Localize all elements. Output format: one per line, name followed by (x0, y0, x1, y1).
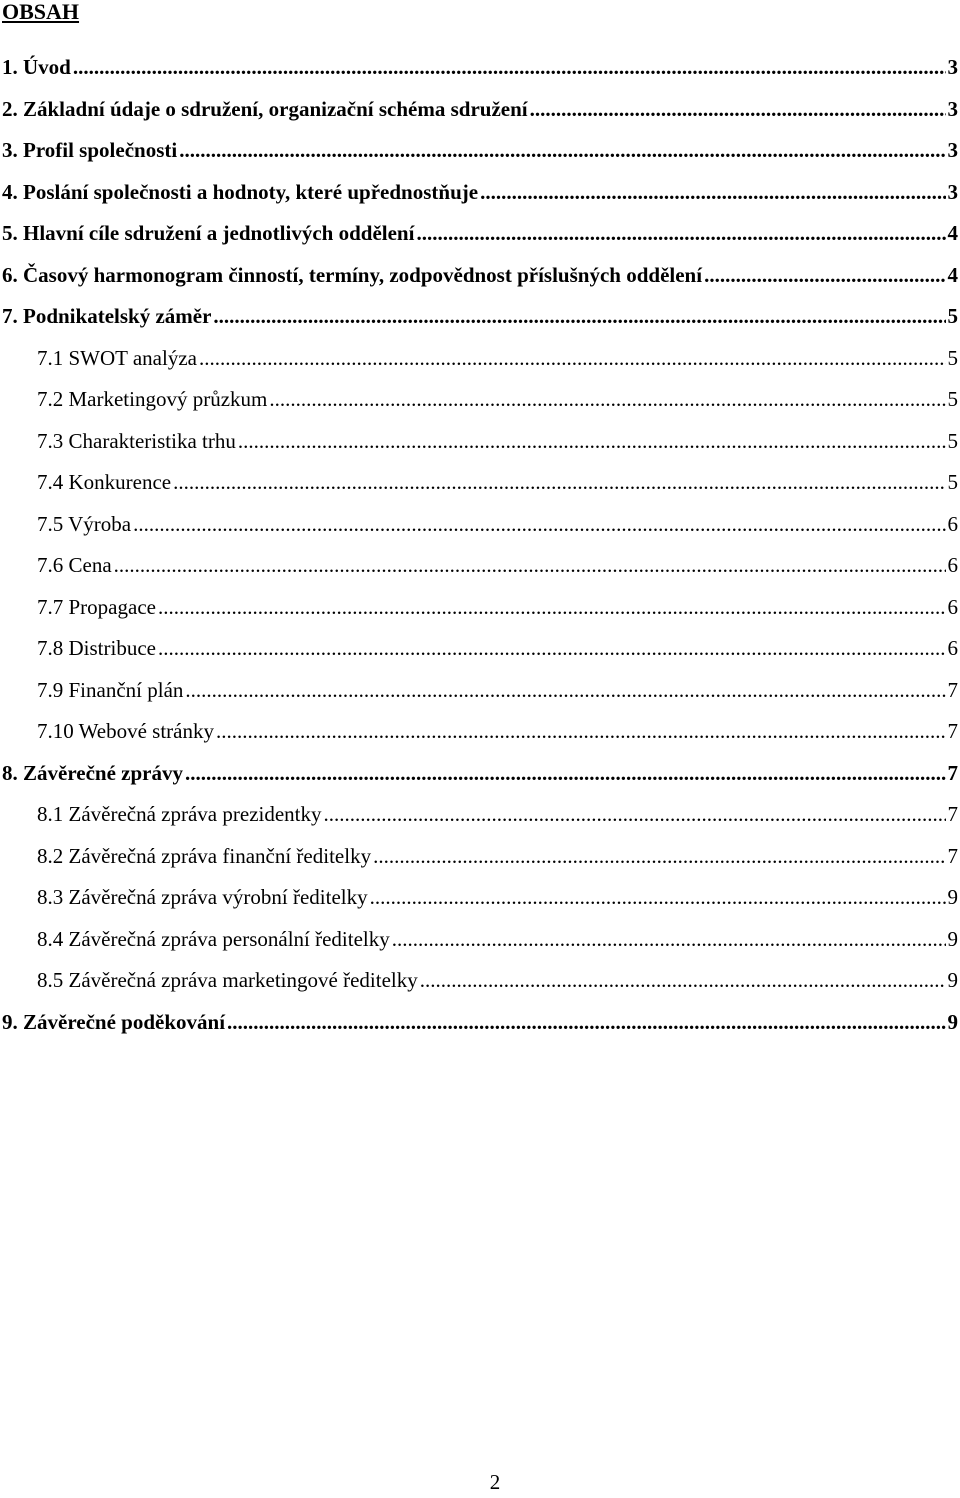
toc-entry-page: 3 (947, 138, 958, 162)
toc-dot-leader (213, 301, 945, 331)
toc-entry-title: 1. Úvod (2, 55, 71, 79)
toc-dot-leader (73, 52, 946, 82)
toc-entry[interactable] (0, 716, 960, 758)
toc-entry-title: 9. Závěrečné poděkování (2, 1009, 226, 1034)
toc-entry[interactable] (0, 467, 960, 509)
toc-entry-page: 5 (947, 428, 958, 453)
toc-entry[interactable] (0, 758, 960, 800)
toc-entry[interactable] (0, 592, 960, 634)
toc-entry-page: 6 (947, 636, 958, 660)
toc-entry-page: 9 (947, 1009, 958, 1034)
toc-entry[interactable] (0, 1007, 960, 1049)
toc-dot-leader (185, 675, 945, 705)
toc-entry-title: 7.2 Marketingový průzkum (37, 387, 268, 411)
toc-entry-page: 3 (947, 96, 958, 121)
toc-entry-title: 8.3 Závěrečná zpráva výrobní ředitelky (37, 885, 368, 909)
toc-entry-title: 2. Základní údaje o sdružení, organizační schéma sdružení (2, 96, 528, 121)
toc-entry-title: 8.4 Závěrečná zpráva personální ředitelky (37, 926, 390, 951)
toc-entry[interactable] (0, 965, 960, 1007)
toc-entry[interactable] (0, 384, 960, 426)
toc-entry[interactable] (0, 799, 960, 841)
toc-entry[interactable] (0, 135, 960, 177)
toc-entry-page: 7 (947, 843, 958, 868)
toc-entry-title: 7.4 Konkurence (37, 470, 172, 494)
toc-entry-page: 3 (947, 179, 958, 204)
toc-entry-title: 8. Závěrečné zprávy (2, 760, 183, 785)
toc-dot-leader (199, 343, 946, 373)
toc-dot-leader (324, 799, 946, 829)
toc-entry-title: 7.3 Charakteristika trhu (37, 428, 236, 453)
toc-entry-page: 7 (947, 760, 958, 785)
toc-entry-title: 7.1 SWOT analýza (37, 345, 197, 370)
toc-dot-leader (173, 467, 945, 497)
toc-entry-title: 7.10 Webové stránky (37, 719, 214, 743)
toc-entry-title: 5. Hlavní cíle sdružení a jednotlivých oddělení (2, 221, 415, 245)
toc-entry-page: 9 (947, 885, 958, 909)
toc-dot-leader (114, 550, 946, 580)
toc-entry[interactable] (0, 94, 960, 136)
toc-entry-title: 7. Podnikatelský záměr (2, 304, 212, 328)
toc-entry-page: 5 (947, 387, 958, 411)
toc-entry-title: 4. Poslání společnosti a hodnoty, které upřednostňuje (2, 179, 479, 204)
toc-entry-page: 7 (947, 719, 958, 743)
toc-dot-leader (420, 965, 946, 995)
toc-entry-page: 6 (947, 594, 958, 619)
toc-entry-title: 7.8 Distribuce (37, 636, 156, 660)
toc-dot-leader (269, 384, 945, 414)
toc-entry[interactable] (0, 260, 960, 302)
toc-dot-leader (227, 1007, 945, 1037)
toc-dot-leader (185, 758, 946, 788)
toc-dot-leader (530, 94, 946, 124)
toc-entry-title: 7.9 Finanční plán (37, 677, 184, 702)
page-number: 2 (489, 1470, 501, 1494)
toc-entry[interactable] (0, 218, 960, 260)
toc-entry-title: 8.2 Závěrečná zpráva finanční ředitelky (37, 843, 372, 868)
toc-dot-leader (480, 177, 945, 207)
toc-entry[interactable] (0, 343, 960, 385)
toc-entry-title: 7.7 Propagace (37, 594, 156, 619)
toc-dot-leader (416, 218, 945, 248)
toc-dot-leader (179, 135, 945, 165)
toc-entry-title: 3. Profil společnosti (2, 138, 178, 162)
toc-dot-leader (216, 716, 946, 746)
toc-entry-page: 4 (947, 262, 958, 287)
toc-entry-page: 5 (947, 470, 958, 494)
toc-entry-page: 5 (947, 304, 958, 328)
toc-entry-page: 4 (947, 221, 958, 245)
toc-entry[interactable] (0, 633, 960, 675)
table-of-contents (0, 52, 960, 1048)
toc-heading[interactable]: OBSAH (2, 0, 80, 24)
toc-entry[interactable] (0, 550, 960, 592)
toc-dot-leader (133, 509, 945, 539)
toc-dot-leader (392, 924, 946, 954)
toc-entry[interactable] (0, 675, 960, 717)
toc-dot-leader (158, 633, 946, 663)
toc-entry[interactable] (0, 924, 960, 966)
toc-dot-leader (158, 592, 946, 622)
toc-entry-title: 6. Časový harmonogram činností, termíny, zodpovědnost příslušných oddělení (2, 262, 703, 287)
toc-entry-page: 3 (947, 55, 958, 79)
toc-entry-page: 9 (947, 968, 958, 992)
toc-entry-page: 6 (947, 553, 958, 577)
toc-entry[interactable] (0, 509, 960, 551)
toc-entry[interactable] (0, 841, 960, 883)
toc-entry[interactable] (0, 426, 960, 468)
toc-dot-leader (370, 882, 946, 912)
toc-entry-page: 6 (947, 511, 958, 536)
toc-entry[interactable] (0, 52, 960, 94)
toc-dot-leader (704, 260, 945, 290)
toc-entry-page: 9 (947, 926, 958, 951)
toc-entry[interactable] (0, 301, 960, 343)
toc-entry-title: 8.5 Závěrečná zpráva marketingové ředitelky (37, 968, 418, 992)
toc-entry-title: 8.1 Závěrečná zpráva prezidentky (37, 802, 322, 826)
toc-entry-title: 7.6 Cena (37, 553, 112, 577)
toc-entry-page: 7 (947, 802, 958, 826)
toc-entry[interactable] (0, 177, 960, 219)
toc-entry-page: 7 (947, 677, 958, 702)
toc-dot-leader (373, 841, 945, 871)
toc-entry-page: 5 (947, 345, 958, 370)
toc-dot-leader (238, 426, 946, 456)
toc-entry-title: 7.5 Výroba (37, 511, 132, 536)
toc-entry[interactable] (0, 882, 960, 924)
